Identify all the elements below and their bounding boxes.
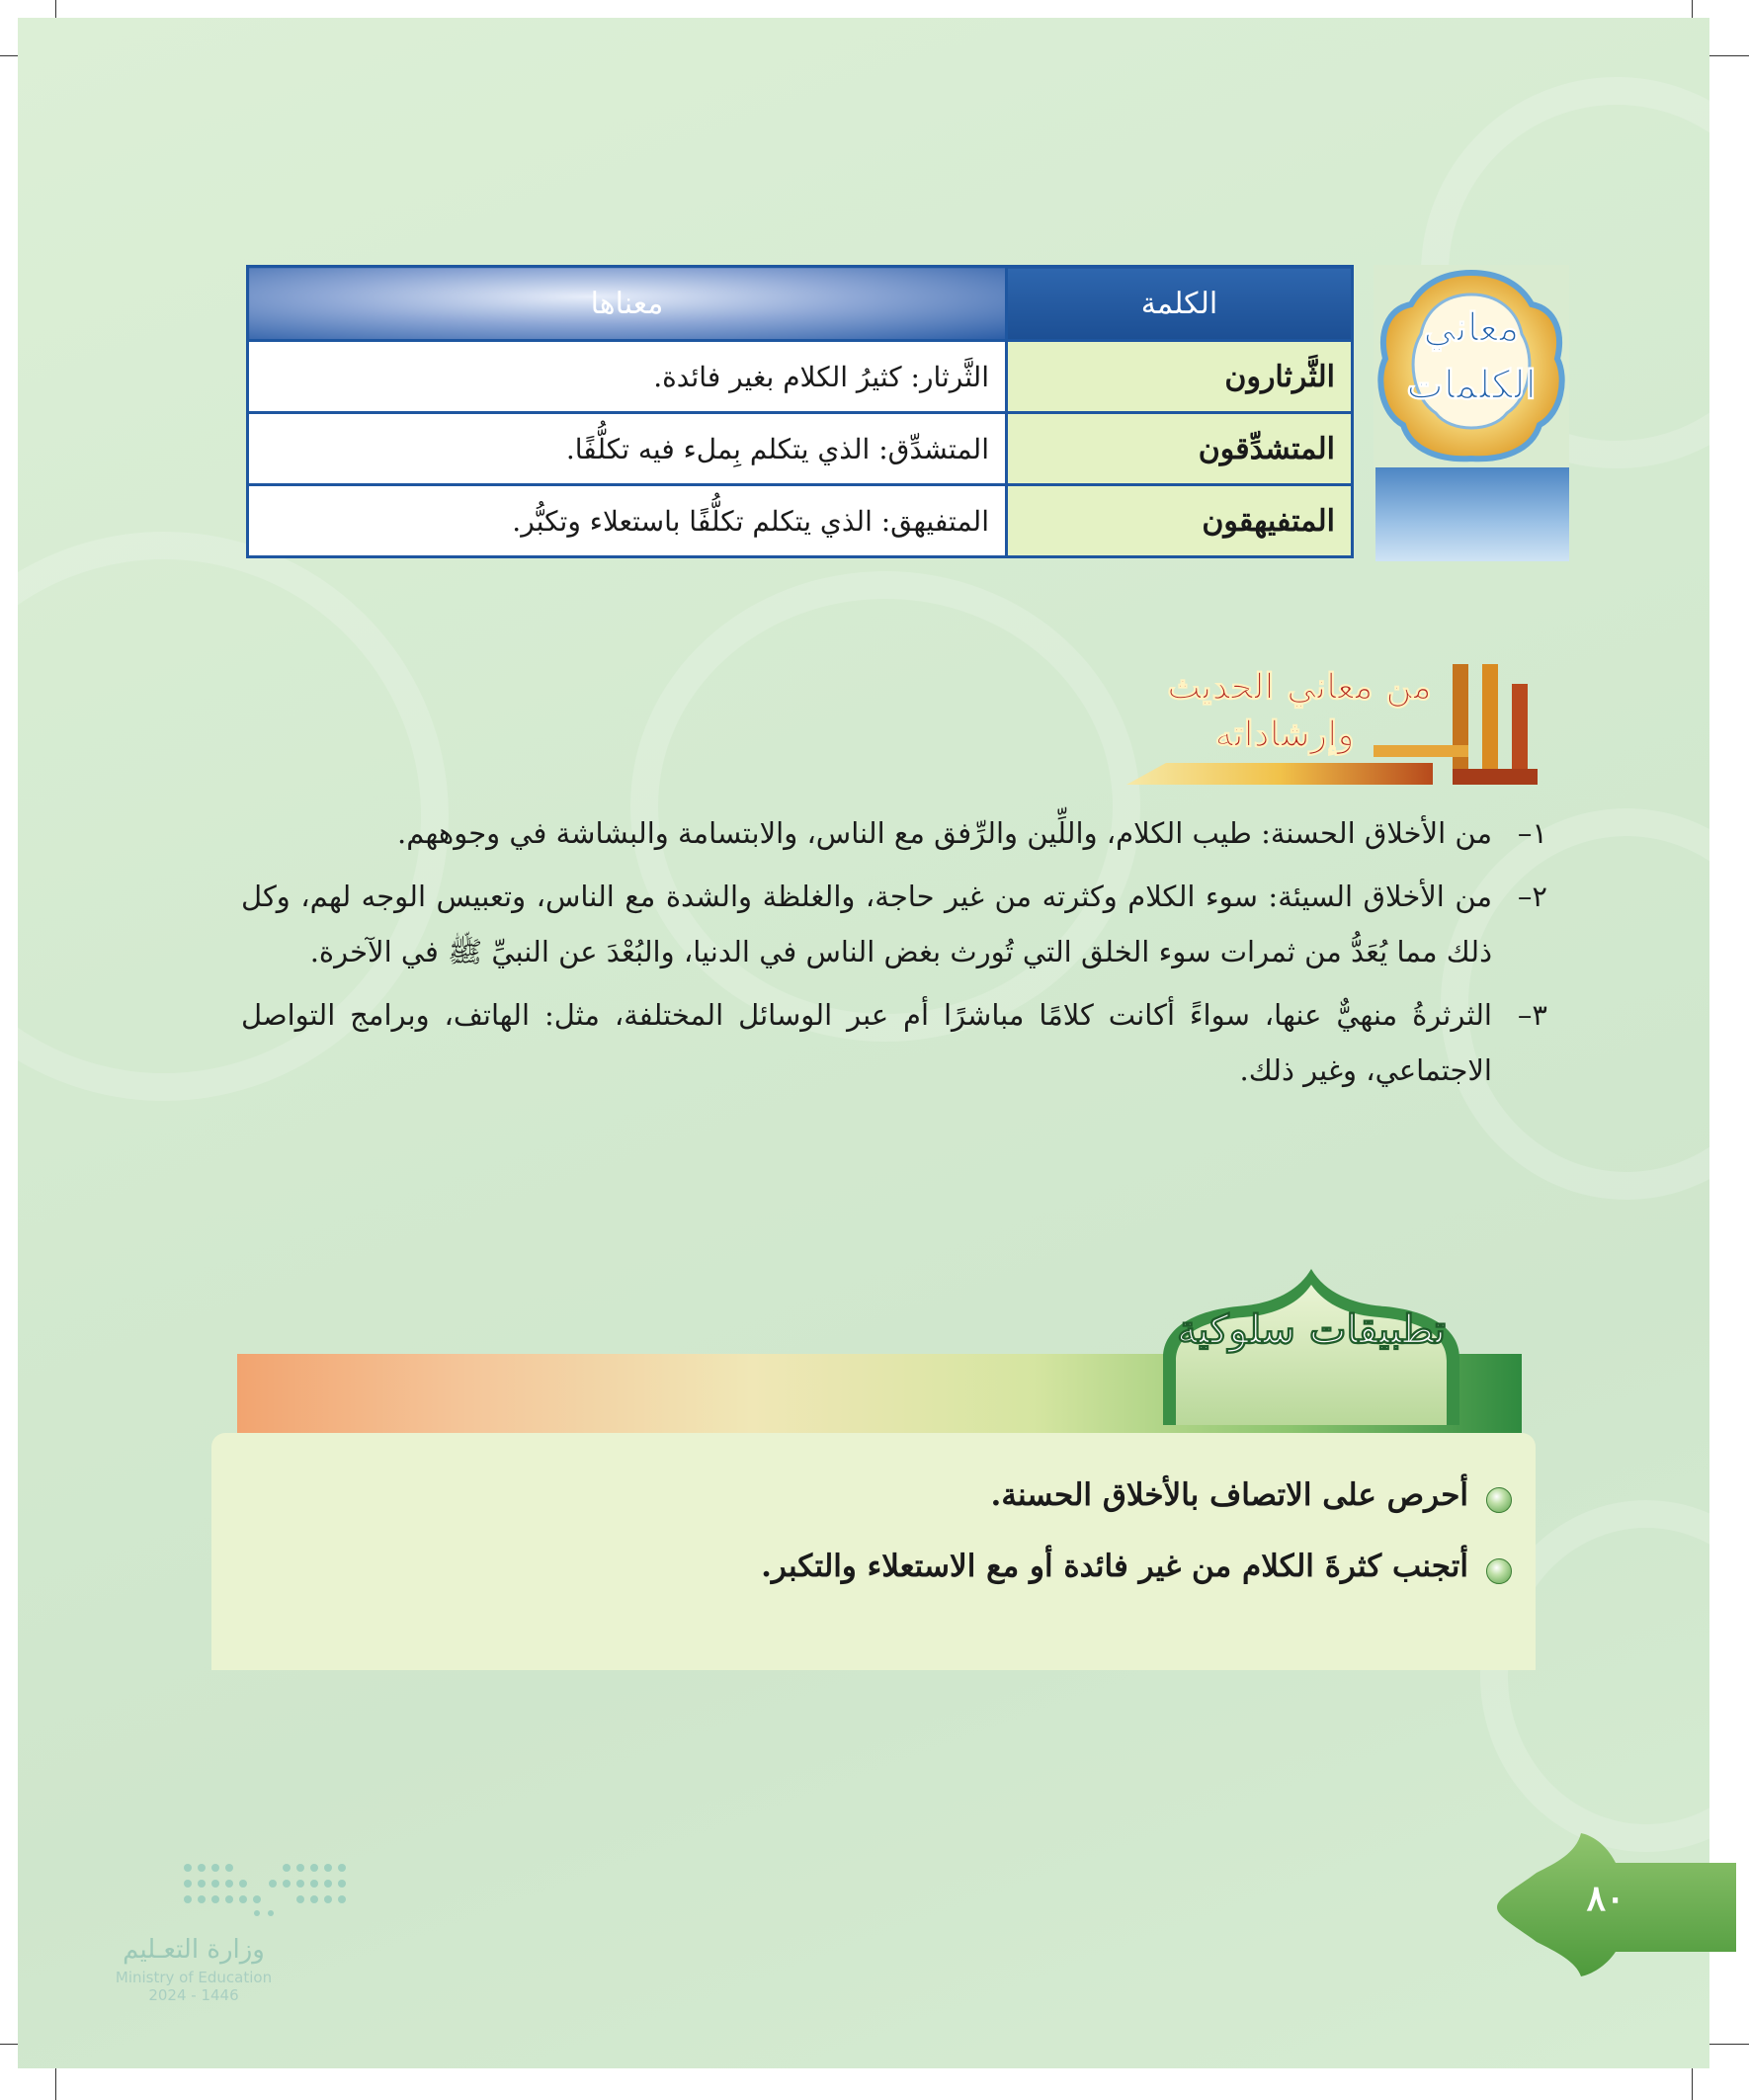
ministry-year: 2024 - 1446 (148, 1986, 239, 2004)
word-cell: الثَّرثارون (1007, 341, 1353, 413)
list-item (593, 1549, 1512, 1620)
badge-gradient-bar (1375, 467, 1569, 561)
point-number: ٣– (1517, 998, 1547, 1032)
applications-title: تطبيقات سلوكية (1176, 1306, 1447, 1353)
point-number: ١– (1517, 816, 1547, 850)
table-row (248, 413, 1353, 485)
ministry-name-en: Ministry of Education (115, 1969, 273, 1986)
meaning-cell: المتفيهق: الذي يتكلم تكلُّفًا باستعلاء وتكبُّر. (248, 485, 1007, 557)
bullet-icon (1486, 1487, 1512, 1513)
crop-mark (1709, 2044, 1749, 2045)
meaning-cell: الثَّرثار: كثيرُ الكلام بغير فائدة. (248, 341, 1007, 413)
header-word: الكلمة (1007, 267, 1353, 341)
point-number: ٢– (1517, 880, 1547, 913)
applications-list (593, 1477, 1512, 1620)
table-header-row (248, 267, 1353, 341)
hadith-title-line2: وإرشاداته (1214, 714, 1355, 755)
point-text: الثرثرةُ منهيٌّ عنها، سواءً أكانت كلامًا مباشرًا أم عبر الوسائل المختلفة، مثل: الهاتف، وبرامج التواصل الاجتماعي، وغير ذلك. (241, 998, 1492, 1087)
table-row (248, 341, 1353, 413)
word-cell: المتشدِّقون (1007, 413, 1353, 485)
badge-title-line1: معاني (1423, 304, 1520, 351)
vocabulary-table (246, 265, 1354, 558)
meaning-cell: المتشدِّق: الذي يتكلم بِملء فيه تكلُّفًا. (248, 413, 1007, 485)
table-row (248, 485, 1353, 557)
crop-mark (1709, 55, 1749, 56)
page-number: ٨٠ (1586, 1878, 1625, 1919)
word-cell: المتفيهقون (1007, 485, 1353, 557)
bullet-icon (1486, 1558, 1512, 1584)
list-item (593, 1477, 1512, 1549)
application-text: أتجنب كثرةَ الكلام من غير فائدة أو مع الاستعلاء والتكبر. (761, 1549, 1468, 1584)
badge-title-line2: الكلمات (1406, 362, 1537, 408)
point-text: من الأخلاق الحسنة: طيب الكلام، واللِّين والرِّفق مع الناس، والابتسامة والبشاشة في وجوههم. (397, 816, 1492, 850)
word-meanings-badge (1374, 265, 1569, 561)
header-meaning: معناها (248, 267, 1007, 341)
list-item (241, 987, 1547, 1098)
list-item (241, 805, 1547, 861)
hadith-title-line1: من معاني الحديث (1167, 666, 1432, 708)
hadith-points (241, 805, 1547, 1098)
hadith-meanings-heading (1126, 664, 1541, 791)
ministry-logo-icon (178, 1858, 351, 1917)
ministry-name-ar: وزارة التعـليم (123, 1935, 265, 1965)
list-item (241, 869, 1547, 979)
application-text: أحرص على الاتصاف بالأخلاق الحسنة. (990, 1477, 1468, 1513)
point-text: من الأخلاق السيئة: سوء الكلام وكثرته من غير حاجة، والغلظة والشدة مع الناس، وتعبيس الوجه لهم، وكل ذلك مما يُعَدُّ من ثمرات سوء الخلق التي تُورث بغض الناس في الدنيا، والبُعْدَ عن النبيِّ ﷺ في الآخرة. (241, 880, 1492, 968)
